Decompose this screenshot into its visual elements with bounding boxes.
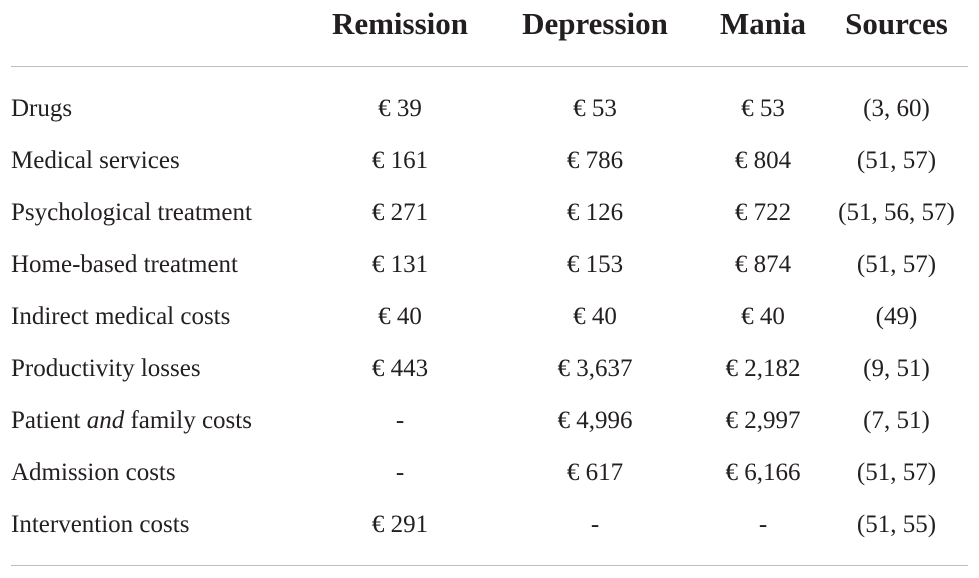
cell-sources: (51, 57) — [856, 459, 937, 486]
cell-depression: € 4,996 — [557, 407, 633, 434]
table-row — [11, 135, 968, 187]
cell-remission: € 39 — [378, 95, 422, 122]
header-sources: Sources — [845, 6, 948, 41]
table-row — [11, 291, 968, 343]
cell-mania: € 722 — [734, 199, 792, 226]
cell-depression: € 153 — [566, 251, 624, 278]
cell-mania: € 2,182 — [725, 355, 801, 382]
cell-sources: (9, 51) — [863, 355, 930, 382]
cell-sources: (51, 56, 57) — [838, 199, 955, 226]
cell-sources: (7, 51) — [863, 407, 930, 434]
row-label: Medical services — [11, 147, 180, 174]
cell-sources: (51, 57) — [856, 251, 937, 278]
row-label: Admission costs — [11, 459, 176, 486]
cell-mania: € 40 — [741, 303, 785, 330]
row-label-part: Patient — [11, 407, 87, 434]
cell-depression: € 617 — [566, 459, 624, 486]
header-mania: Mania — [719, 6, 807, 41]
cell-depression: € 53 — [573, 95, 617, 122]
cell-remission: € 271 — [371, 199, 429, 226]
header-depression: Depression — [522, 6, 668, 41]
cell-mania: € 2,997 — [725, 407, 801, 434]
row-label — [11, 395, 311, 447]
row-label: Indirect medical costs — [11, 303, 231, 330]
row-label-part: family costs — [124, 407, 252, 434]
table-row — [11, 395, 968, 447]
row-label-italic: and — [86, 407, 125, 434]
cell-sources: (3, 60) — [863, 95, 930, 122]
cell-depression: € 40 — [573, 303, 617, 330]
cell-sources: (51, 57) — [856, 147, 937, 174]
cell-remission: € 40 — [378, 303, 422, 330]
cell-depression: € 786 — [566, 147, 624, 174]
row-label: Psychological treatment — [11, 199, 252, 226]
table-row — [11, 447, 968, 499]
cell-depression: - — [590, 511, 600, 538]
cell-mania: € 53 — [741, 95, 785, 122]
cell-mania: € 804 — [734, 147, 792, 174]
table-row — [11, 239, 968, 291]
row-label: Productivity losses — [11, 355, 201, 382]
cell-remission: € 291 — [371, 511, 429, 538]
table-row — [11, 343, 968, 395]
table-row — [11, 83, 968, 135]
cell-remission: € 161 — [371, 147, 429, 174]
cell-mania: € 874 — [734, 251, 792, 278]
cell-sources: (51, 55) — [856, 511, 937, 538]
cell-remission: € 131 — [371, 251, 429, 278]
header-row — [11, 0, 968, 48]
cell-mania: - — [758, 511, 768, 538]
cell-remission: € 443 — [371, 355, 429, 382]
header-label — [11, 0, 311, 48]
table-row — [11, 499, 968, 551]
cost-table — [11, 0, 968, 566]
row-label: Drugs — [11, 95, 73, 122]
row-label: Home-based treatment — [11, 251, 238, 278]
cell-depression: € 3,637 — [557, 355, 633, 382]
cell-sources: (49) — [875, 303, 918, 330]
cell-remission: - — [395, 407, 405, 434]
table-row — [11, 187, 968, 239]
cell-depression: € 126 — [566, 199, 624, 226]
row-label: Intervention costs — [11, 511, 190, 538]
cell-remission: - — [395, 459, 405, 486]
cell-mania: € 6,166 — [725, 459, 801, 486]
header-remission: Remission — [331, 6, 469, 41]
footer-rule — [11, 566, 968, 567]
